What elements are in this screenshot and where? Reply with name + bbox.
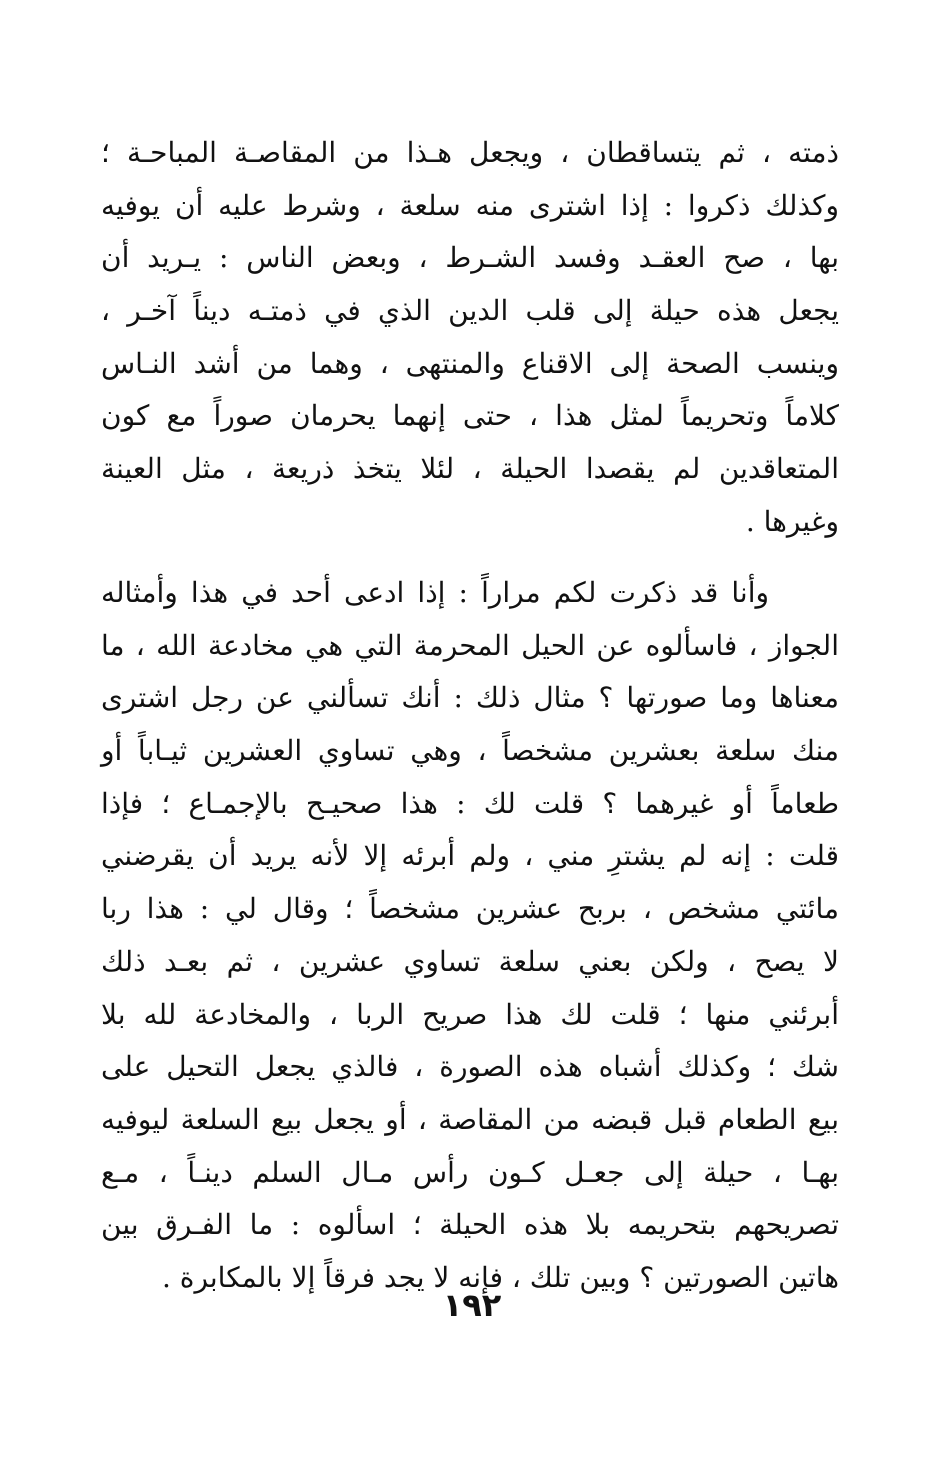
- text-line: وينسب الصحة إلى الاقناع والمنتهى ، وهما من أشد النـاس: [101, 346, 839, 380]
- text-line: مائتي مشخص ، بربح عشرين مشخصاً ؛ وقال لي : هذا ربا: [101, 892, 839, 926]
- text-line: قلت : إنه لم يشترِ مني ، ولم أبرئه إلا لأنه يريد أن يقرضني: [101, 839, 839, 873]
- text-line: تصريحهم بتحريمه بلا هذه الحيلة ؛ اسألوه : ما الفـرق بين: [101, 1208, 839, 1242]
- page-number: ١٩٢: [442, 1286, 502, 1324]
- text-line: وغيرها .: [745, 504, 839, 538]
- text-line: كلاماً وتحريماً لمثل هذا ، حتى إنهما يحرمان صوراً مع كون: [101, 399, 839, 433]
- text-line: بيع الطعام قبل قبضه من المقاصة ، أو يجعل بيع السلعة ليوفيه: [101, 1102, 840, 1136]
- text-line: الجواز ، فاسألوه عن الحيل المحرمة التي هي مخادعة الله ، ما: [101, 628, 839, 662]
- text-line: يجعل هذه حيلة إلى قلب الدين الذي في ذمتـه ديناً آخـر ،: [101, 294, 839, 328]
- paragraph-2: [101, 567, 839, 1305]
- text-line: أبرئني منها ؛ قلت لك هذا صريح الربا ، والمخادعة لله بلا: [101, 997, 839, 1031]
- text-line: وأنا قد ذكرت لكم مراراً : إذا ادعى أحد في هذا وأمثاله: [101, 576, 769, 609]
- text-line: منك سلعة بعشرين مشخصاً ، وهي تساوي العشرين ثيـاباً أو: [101, 734, 839, 768]
- text-line: شك ؛ وكذلك أشباه هذه الصورة ، فالذي يجعل التحيل على: [101, 1050, 839, 1084]
- text-line: معناها وما صورتها ؟ مثال ذلك : أنك تسألني عن رجل اشترى: [101, 681, 839, 715]
- text-line: وكذلك ذكروا : إذا اشترى منه سلعة ، وشرط عليه أن يوفيه: [101, 188, 839, 222]
- text-line: طعاماً أو غيرهما ؟ قلت لك : هذا صحيـح بالإجمـاع ؛ فإذا: [101, 786, 839, 820]
- text-line: بهـا ، حيلة إلى جعـل كـون رأس مـال السلم دينـاً ، مـع: [101, 1155, 839, 1189]
- text-line: بها ، صح العقـد وفسد الشـرط ، وبعض الناس : يـريد أن: [101, 241, 839, 275]
- paragraph-1: [101, 127, 839, 549]
- text-line: لا يصح ، ولكن بعني سلعة تساوي عشرين ، ثم بعـد ذلك: [101, 944, 839, 978]
- text-line: ذمته ، ثم يتساقطان ، ويجعل هـذا من المقاصـة المباحـة ؛: [101, 136, 839, 169]
- text-line: هاتين الصورتين ؟ وبين تلك ، فإنه لا يجد فرقاً إلا بالمكابرة .: [161, 1260, 839, 1294]
- text-line: المتعاقدين لم يقصدا الحيلة ، لئلا يتخذ ذريعة ، مثل العينة: [101, 452, 839, 486]
